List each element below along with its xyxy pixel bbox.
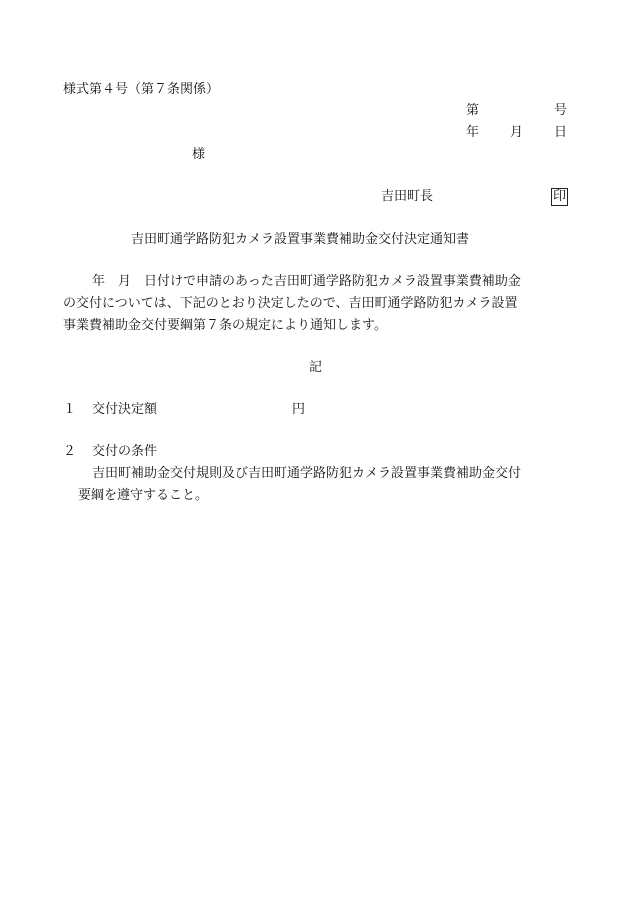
- sender-title: 吉田町長: [381, 189, 434, 204]
- date-year-label: 年: [466, 125, 480, 140]
- item-2-detail-line-1: 吉田町補助金交付規則及び吉田町通学路防犯カメラ設置事業費補助金交付: [92, 466, 522, 481]
- item-1-label: 交付決定額: [92, 402, 158, 417]
- item-2-number: ２: [63, 444, 77, 459]
- document-number-prefix: 第: [466, 103, 480, 118]
- seal-mark: [551, 188, 568, 206]
- seal-label: 印: [553, 189, 567, 204]
- item-1-number: １: [63, 402, 77, 417]
- record-heading: 記: [309, 360, 323, 375]
- body-line-3: 事業費補助金交付要綱第７条の規定により通知します。: [63, 318, 387, 333]
- date-day-label: 日: [554, 125, 568, 140]
- item-2-detail-line-2: 要綱を遵守すること。: [78, 488, 209, 503]
- document-title: 吉田町通学路防犯カメラ設置事業費補助金交付決定通知書: [131, 232, 470, 247]
- item-1-unit: 円: [292, 402, 306, 417]
- body-line-2: の交付については、下記のとおり決定したので、吉田町通学路防犯カメラ設置: [63, 296, 518, 311]
- document-number-suffix: 号: [554, 103, 568, 118]
- date-month-label: 月: [510, 125, 524, 140]
- item-2-label: 交付の条件: [92, 444, 158, 459]
- body-line-1: 年 月 日付けで申請のあった吉田町通学路防犯カメラ設置事業費補助金: [92, 274, 521, 289]
- form-label: 様式第４号（第７条関係）: [63, 82, 220, 97]
- recipient-honorific: 様: [192, 147, 206, 162]
